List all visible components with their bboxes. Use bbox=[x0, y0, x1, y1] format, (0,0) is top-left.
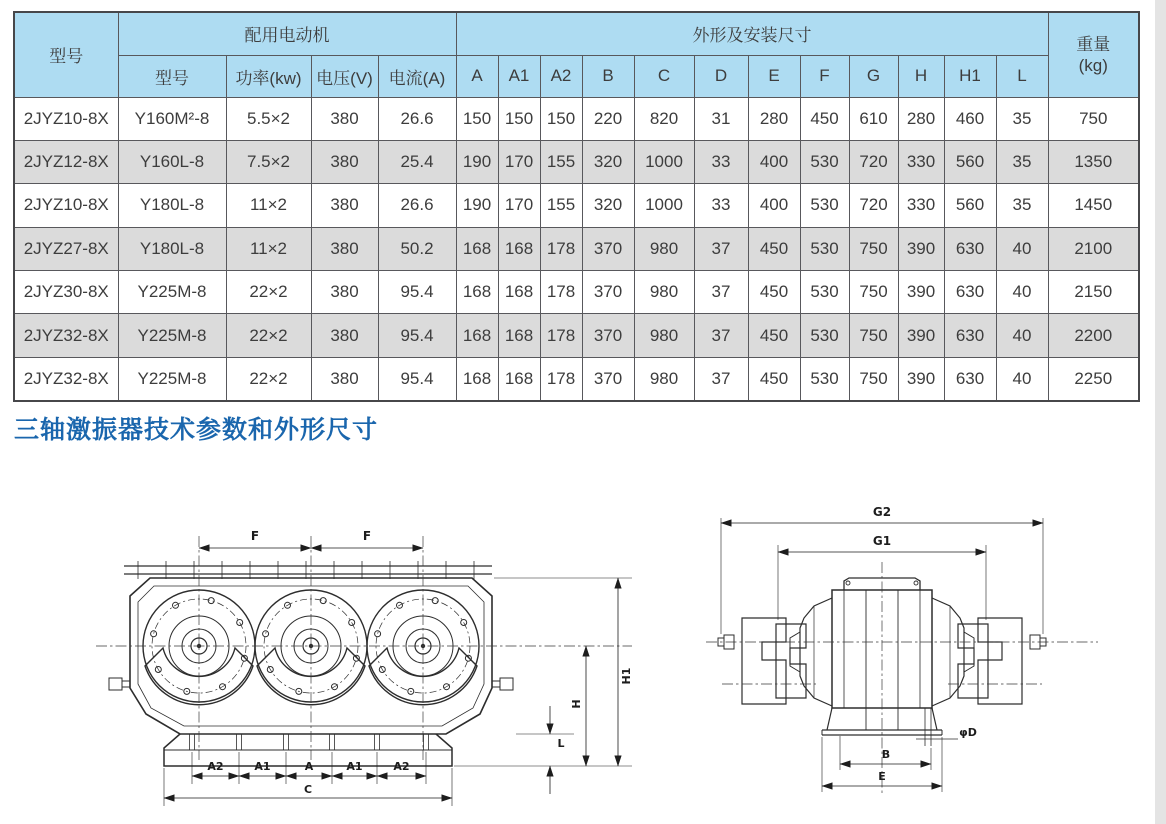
table-cell: 530 bbox=[800, 227, 849, 270]
table-cell: 450 bbox=[748, 227, 800, 270]
side-view-drawing bbox=[694, 492, 1110, 812]
table-cell: 2200 bbox=[1048, 314, 1139, 357]
table-cell: 400 bbox=[748, 184, 800, 227]
table-cell: 400 bbox=[748, 140, 800, 183]
dim-label-g1: G1 bbox=[872, 534, 892, 548]
table-cell: Y225M-8 bbox=[118, 357, 226, 400]
table-cell: 380 bbox=[311, 184, 378, 227]
table-cell: 168 bbox=[456, 227, 498, 270]
table-cell: 450 bbox=[748, 314, 800, 357]
dim-label-a2-left: A2 bbox=[207, 760, 224, 773]
table-cell: 750 bbox=[849, 227, 898, 270]
header-dim-g: G bbox=[849, 55, 898, 97]
table-cell: 750 bbox=[1048, 97, 1139, 140]
table-cell: 178 bbox=[540, 227, 582, 270]
dim-label-g2: G2 bbox=[872, 505, 892, 519]
table-cell: 1000 bbox=[634, 140, 694, 183]
header-dims-group: 外形及安装尺寸 bbox=[456, 12, 1048, 55]
spec-table bbox=[13, 11, 1140, 402]
table-cell: 22×2 bbox=[226, 357, 311, 400]
table-cell: 530 bbox=[800, 184, 849, 227]
table-cell: 450 bbox=[800, 97, 849, 140]
table-cell: 33 bbox=[694, 184, 748, 227]
screen-right-edge bbox=[1155, 0, 1166, 824]
table-cell: 980 bbox=[634, 271, 694, 314]
table-cell: 2JYZ10-8X bbox=[14, 184, 118, 227]
table-cell: 630 bbox=[944, 271, 996, 314]
table-cell: Y225M-8 bbox=[118, 314, 226, 357]
dim-label-b: B bbox=[881, 748, 891, 761]
table-row bbox=[14, 184, 1139, 227]
table-cell: 7.5×2 bbox=[226, 140, 311, 183]
table-cell: 150 bbox=[456, 97, 498, 140]
header-motor-model: 型号 bbox=[118, 55, 226, 97]
table-row bbox=[14, 357, 1139, 400]
table-row bbox=[14, 314, 1139, 357]
table-cell: 390 bbox=[898, 314, 944, 357]
side-base bbox=[822, 708, 958, 746]
table-cell: 390 bbox=[898, 227, 944, 270]
section-heading: 三轴激振器技术参数和外形尺寸 bbox=[14, 416, 379, 444]
table-cell: 95.4 bbox=[378, 357, 456, 400]
table-cell: 380 bbox=[311, 314, 378, 357]
table-cell: 220 bbox=[582, 97, 634, 140]
table-cell: 22×2 bbox=[226, 271, 311, 314]
header-voltage: 电压(V) bbox=[311, 55, 378, 97]
table-cell: 150 bbox=[498, 97, 540, 140]
table-cell: 178 bbox=[540, 314, 582, 357]
table-cell: 390 bbox=[898, 271, 944, 314]
dim-label-d: φD bbox=[959, 726, 977, 739]
table-cell: 720 bbox=[849, 140, 898, 183]
table-row bbox=[14, 97, 1139, 140]
dim-label-a1-right: A1 bbox=[346, 760, 363, 773]
table-cell: 450 bbox=[748, 357, 800, 400]
table-cell: Y160L-8 bbox=[118, 140, 226, 183]
table-cell: 2JYZ27-8X bbox=[14, 227, 118, 270]
table-cell: 460 bbox=[944, 97, 996, 140]
table-cell: 630 bbox=[944, 314, 996, 357]
dim-label-f2: F bbox=[362, 529, 372, 543]
dim-label-c: C bbox=[303, 783, 313, 796]
table-cell: 1000 bbox=[634, 184, 694, 227]
table-cell: 178 bbox=[540, 357, 582, 400]
table-cell: 33 bbox=[694, 140, 748, 183]
table-cell: 530 bbox=[800, 314, 849, 357]
table-row bbox=[14, 227, 1139, 270]
table-cell: 370 bbox=[582, 357, 634, 400]
table-cell: 31 bbox=[694, 97, 748, 140]
table-cell: 380 bbox=[311, 140, 378, 183]
table-cell: 40 bbox=[996, 271, 1048, 314]
table-cell: 40 bbox=[996, 314, 1048, 357]
table-cell: 155 bbox=[540, 140, 582, 183]
header-dim-a2: A2 bbox=[540, 55, 582, 97]
header-power: 功率(kw) bbox=[226, 55, 311, 97]
table-cell: 980 bbox=[634, 357, 694, 400]
table-cell: 40 bbox=[996, 357, 1048, 400]
table-cell: 530 bbox=[800, 271, 849, 314]
table-cell: Y160M²-8 bbox=[118, 97, 226, 140]
table-cell: 2JYZ12-8X bbox=[14, 140, 118, 183]
table-cell: 168 bbox=[456, 357, 498, 400]
dim-label-h: H bbox=[570, 699, 583, 709]
table-cell: 37 bbox=[694, 357, 748, 400]
table-cell: 330 bbox=[898, 184, 944, 227]
header-dim-h1: H1 bbox=[944, 55, 996, 97]
table-cell: 26.6 bbox=[378, 97, 456, 140]
header-dim-f: F bbox=[800, 55, 849, 97]
table-cell: 390 bbox=[898, 357, 944, 400]
table-cell: 11×2 bbox=[226, 227, 311, 270]
table-cell: 35 bbox=[996, 184, 1048, 227]
header-weight-line2: (kg) bbox=[1078, 55, 1108, 75]
table-cell: 320 bbox=[582, 184, 634, 227]
table-cell: 150 bbox=[540, 97, 582, 140]
table-cell: 26.6 bbox=[378, 184, 456, 227]
header-dim-a1: A1 bbox=[498, 55, 540, 97]
table-cell: 190 bbox=[456, 184, 498, 227]
table-cell: 178 bbox=[540, 271, 582, 314]
table-cell: 370 bbox=[582, 314, 634, 357]
table-cell: 2250 bbox=[1048, 357, 1139, 400]
header-dim-b: B bbox=[582, 55, 634, 97]
table-cell: 2JYZ32-8X bbox=[14, 314, 118, 357]
table-cell: 750 bbox=[849, 357, 898, 400]
table-cell: Y180L-8 bbox=[118, 227, 226, 270]
table-cell: 168 bbox=[456, 271, 498, 314]
dim-label-a2-right: A2 bbox=[393, 760, 410, 773]
table-cell: 320 bbox=[582, 140, 634, 183]
dim-label-e: E bbox=[878, 770, 886, 783]
table-cell: 980 bbox=[634, 227, 694, 270]
table-cell: 610 bbox=[849, 97, 898, 140]
table-cell: 370 bbox=[582, 271, 634, 314]
dim-label-l: L bbox=[557, 737, 565, 750]
table-cell: 370 bbox=[582, 227, 634, 270]
table-cell: 2100 bbox=[1048, 227, 1139, 270]
table-cell: 530 bbox=[800, 140, 849, 183]
table-body bbox=[14, 97, 1139, 401]
table-cell: 170 bbox=[498, 184, 540, 227]
table-cell: 1450 bbox=[1048, 184, 1139, 227]
header-weight bbox=[1048, 12, 1139, 97]
table-cell: 380 bbox=[311, 271, 378, 314]
table-cell: 2JYZ32-8X bbox=[14, 357, 118, 400]
table-cell: 190 bbox=[456, 140, 498, 183]
table-cell: 450 bbox=[748, 271, 800, 314]
table-cell: 168 bbox=[498, 314, 540, 357]
header-dim-c: C bbox=[634, 55, 694, 97]
header-model: 型号 bbox=[14, 12, 118, 97]
table-cell: 380 bbox=[311, 227, 378, 270]
table-cell: 168 bbox=[498, 227, 540, 270]
table-row bbox=[14, 271, 1139, 314]
table-cell: 35 bbox=[996, 140, 1048, 183]
table-cell: 37 bbox=[694, 314, 748, 357]
table-cell: 2150 bbox=[1048, 271, 1139, 314]
table-cell: 720 bbox=[849, 184, 898, 227]
table-cell: 1350 bbox=[1048, 140, 1139, 183]
table-cell: 2JYZ10-8X bbox=[14, 97, 118, 140]
header-weight-line1: 重量 bbox=[1076, 34, 1111, 54]
table-cell: 11×2 bbox=[226, 184, 311, 227]
header-current: 电流(A) bbox=[378, 55, 456, 97]
table-cell: 5.5×2 bbox=[226, 97, 311, 140]
table-cell: 330 bbox=[898, 140, 944, 183]
table-cell: 95.4 bbox=[378, 271, 456, 314]
table-cell: 560 bbox=[944, 184, 996, 227]
table-cell: 630 bbox=[944, 227, 996, 270]
header-dim-d: D bbox=[694, 55, 748, 97]
table-cell: 820 bbox=[634, 97, 694, 140]
table-cell: 168 bbox=[456, 314, 498, 357]
table-cell: 560 bbox=[944, 140, 996, 183]
table-cell: 25.4 bbox=[378, 140, 456, 183]
table-cell: Y180L-8 bbox=[118, 184, 226, 227]
dim-label-a1-left: A1 bbox=[254, 760, 271, 773]
side-center-lines bbox=[706, 562, 1098, 794]
table-cell: Y225M-8 bbox=[118, 271, 226, 314]
table-cell: 95.4 bbox=[378, 314, 456, 357]
table-cell: 40 bbox=[996, 227, 1048, 270]
table-cell: 280 bbox=[748, 97, 800, 140]
table-cell: 750 bbox=[849, 271, 898, 314]
dim-label-f1: F bbox=[250, 529, 260, 543]
table-cell: 50.2 bbox=[378, 227, 456, 270]
table-cell: 170 bbox=[498, 140, 540, 183]
header-dim-e: E bbox=[748, 55, 800, 97]
table-cell: 35 bbox=[996, 97, 1048, 140]
table-row bbox=[14, 140, 1139, 183]
front-view-drawing bbox=[84, 494, 644, 816]
table-cell: 630 bbox=[944, 357, 996, 400]
table-cell: 530 bbox=[800, 357, 849, 400]
table-cell: 168 bbox=[498, 357, 540, 400]
table-cell: 168 bbox=[498, 271, 540, 314]
table-cell: 2JYZ30-8X bbox=[14, 271, 118, 314]
dim-label-h1: H1 bbox=[620, 667, 633, 685]
table-cell: 280 bbox=[898, 97, 944, 140]
header-dim-h: H bbox=[898, 55, 944, 97]
table-cell: 22×2 bbox=[226, 314, 311, 357]
table-cell: 380 bbox=[311, 357, 378, 400]
table-cell: 980 bbox=[634, 314, 694, 357]
table-cell: 37 bbox=[694, 227, 748, 270]
header-dim-a: A bbox=[456, 55, 498, 97]
table-cell: 155 bbox=[540, 184, 582, 227]
header-motor-group: 配用电动机 bbox=[118, 12, 456, 55]
table-cell: 380 bbox=[311, 97, 378, 140]
table-cell: 750 bbox=[849, 314, 898, 357]
header-dim-l: L bbox=[996, 55, 1048, 97]
table-cell: 37 bbox=[694, 271, 748, 314]
dim-label-a: A bbox=[304, 760, 314, 773]
